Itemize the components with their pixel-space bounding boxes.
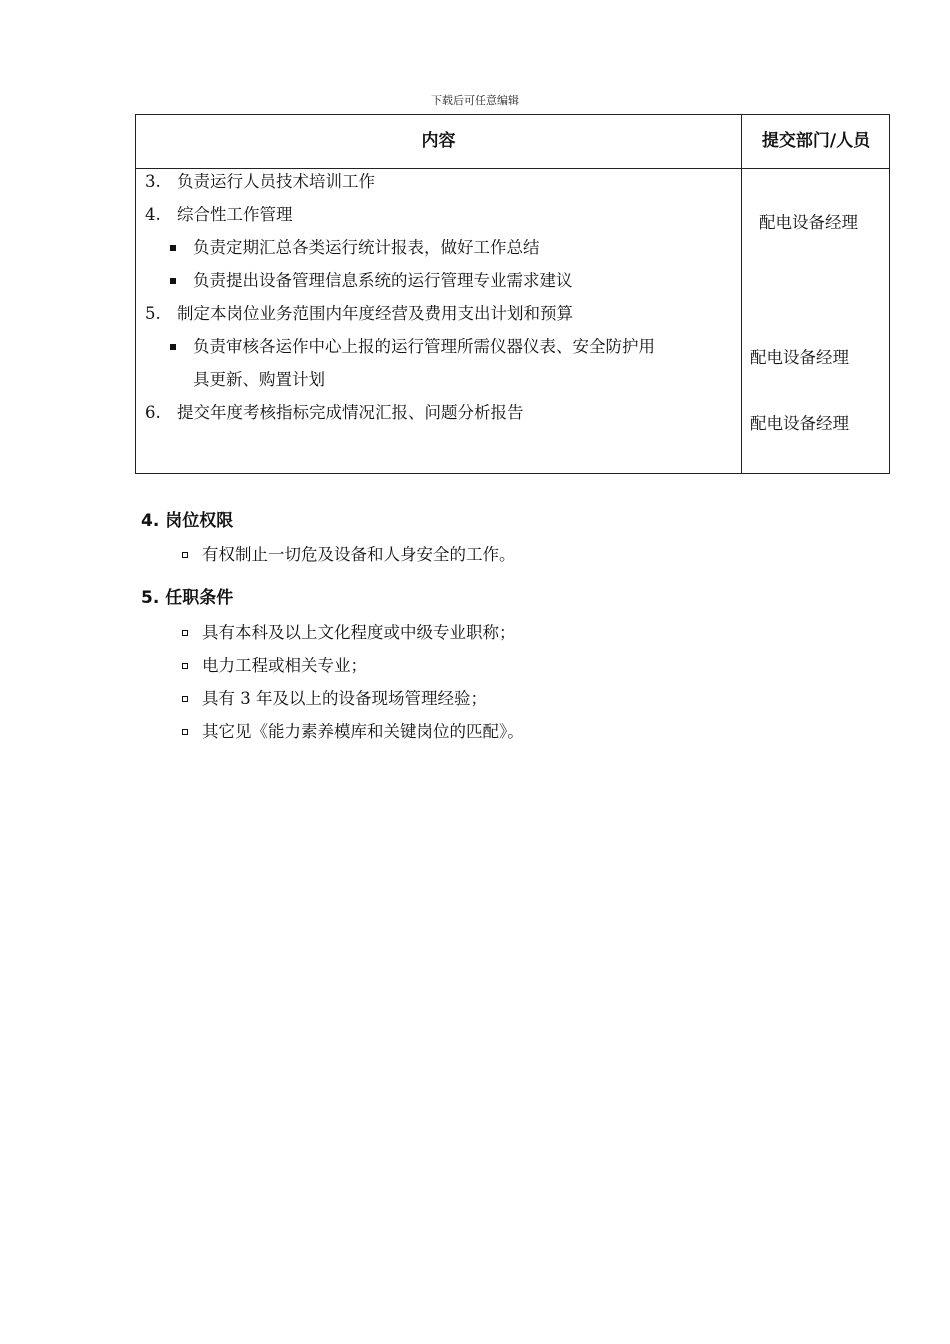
responsibility-table (135, 114, 890, 474)
square-bullet-icon (170, 344, 176, 350)
hollow-square-bullet-icon (182, 663, 188, 669)
list-item: 有权制止一切危及设备和人身安全的工作。 (202, 545, 516, 564)
section-title-authority: 4. 岗位权限 (141, 511, 234, 531)
dept-cell: 配电设备经理 (750, 414, 849, 433)
table-row: 4. 综合性工作管理 (145, 205, 293, 224)
square-bullet-icon (170, 278, 176, 284)
table-row: 5. 制定本岗位业务范围内年度经营及费用支出计划和预算 (145, 304, 573, 323)
dept-cell: 配电设备经理 (759, 213, 858, 232)
column-divider (741, 115, 742, 473)
list-item: 具有 3 年及以上的设备现场管理经验； (202, 689, 487, 708)
table-row: 负责审核各运作中心上报的运行管理所需仪器仪表、安全防护用 (193, 337, 655, 356)
column-header-content: 内容 (421, 131, 456, 151)
table-row: 具更新、购置计划 (193, 370, 325, 389)
table-row: 6. 提交年度考核指标完成情况汇报、问题分析报告 (145, 403, 524, 422)
dept-cell: 配电设备经理 (750, 348, 849, 367)
table-row: 负责提出设备管理信息系统的运行管理专业需求建议 (193, 271, 573, 290)
list-item: 其它见《能力素养模库和关键岗位的匹配》。 (202, 722, 524, 741)
section-title-qualifications: 5. 任职条件 (141, 588, 234, 608)
hollow-square-bullet-icon (182, 630, 188, 636)
table-header-row (136, 115, 889, 169)
hollow-square-bullet-icon (182, 729, 188, 735)
table-row: 3. 负责运行人员技术培训工作 (145, 172, 375, 191)
list-item: 具有本科及以上文化程度或中级专业职称； (202, 623, 516, 642)
square-bullet-icon (170, 245, 176, 251)
table-row: 负责定期汇总各类运行统计报表，做好工作总结 (193, 238, 540, 257)
hollow-square-bullet-icon (182, 552, 188, 558)
list-item: 电力工程或相关专业； (202, 656, 367, 675)
hollow-square-bullet-icon (182, 696, 188, 702)
header-note: 下载后可任意编辑 (431, 94, 519, 107)
column-header-dept: 提交部门/人员 (761, 131, 871, 151)
